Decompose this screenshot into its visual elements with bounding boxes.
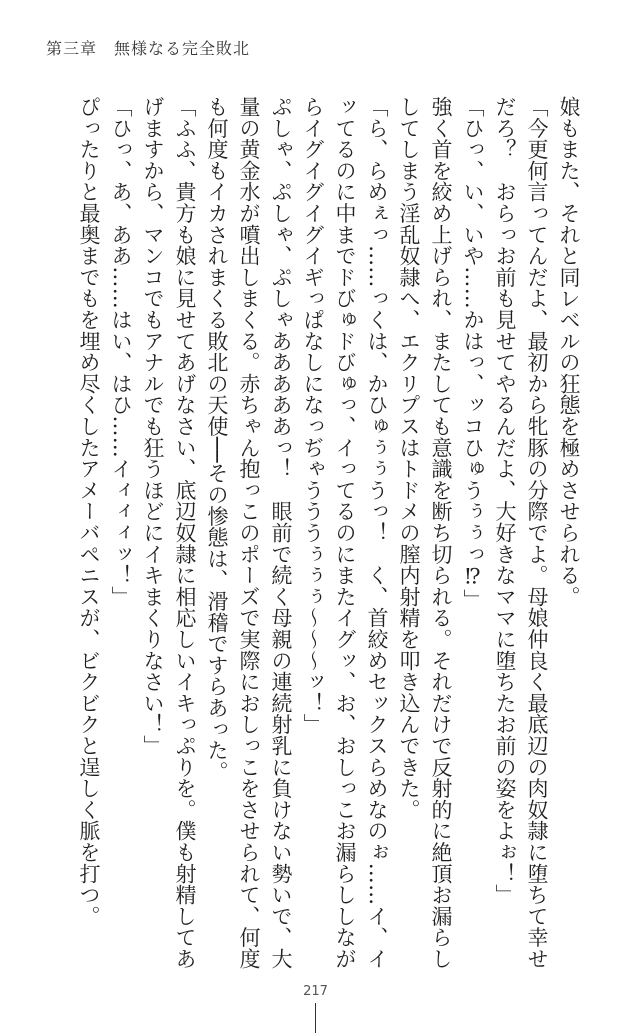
paragraph: 「ら、らめぇっ……っくは、かひゅぅぅうっ！ く、首絞めセックスらめなのぉ……イ、イッてるのに中までドびゅドびゅっ、イってるのにまたイグッ、お、おしっこお漏らししながらイグイグイグイギっぱなしになっぢゃうううぅぅぅ〜〜〜ッ！」 (301, 96, 389, 970)
paragraph: 「ひっ、い、いや……かはっ、ッコひゅうぅぅっ⁉」 (461, 96, 485, 611)
running-head: 第三章 無様なる完全敗北 (46, 39, 251, 58)
paragraph: 「ふふ、貴方も娘に見せてあげなさい、底辺奴隷に相応しいイキっぷりを。僕も射精してあげますから、マンコでもアナルでも狂うほどにイキまくりなさい！」 (141, 96, 197, 970)
paragraph: 強く首を絞め上げられ、またしても意識を断ち切られる。それだけで反射的に絶頂お漏らししてしまう淫乱奴隷へ、エクリプスはトドメの膣内射精を叩き込んできた。 (397, 96, 453, 970)
paragraph: ぴったりと最奥までもを埋め尽くしたアメーバペニスが、ビクビクと逞しく脈を打つ。 (77, 96, 101, 927)
page-number: 217 (303, 984, 328, 999)
paragraph: 「ひっ、あ、ああ……はい、はひ……イィィィッ！」 (109, 96, 133, 608)
body-text (73, 96, 585, 976)
page-number-rule (315, 1003, 316, 1033)
paragraph: ぷしゃ、ぷしゃ、ぷしゃあああああっ！ 眼前で続く母親の連続射乳に負けない勢いで、大量の黄金水が噴出しまくる。赤ちゃん抱っこのポーズで実際におしっこをさせられて、何度も何度もイカされまくる敗北の天使──その惨態は、滑稽ですらあった。 (205, 96, 293, 970)
paragraph: 「今更何言ってんだよ、最初から牝豚の分際でよ。母娘仲良く最底辺の肉奴隷に堕ちて幸せだろ？ おらっお前も見せてやるんだよ、大好きなママに堕ちたお前の姿をよぉ！」 (493, 96, 549, 970)
paragraph: 娘もまた、それと同レベルの狂態を極めさせられる。 (557, 96, 581, 608)
